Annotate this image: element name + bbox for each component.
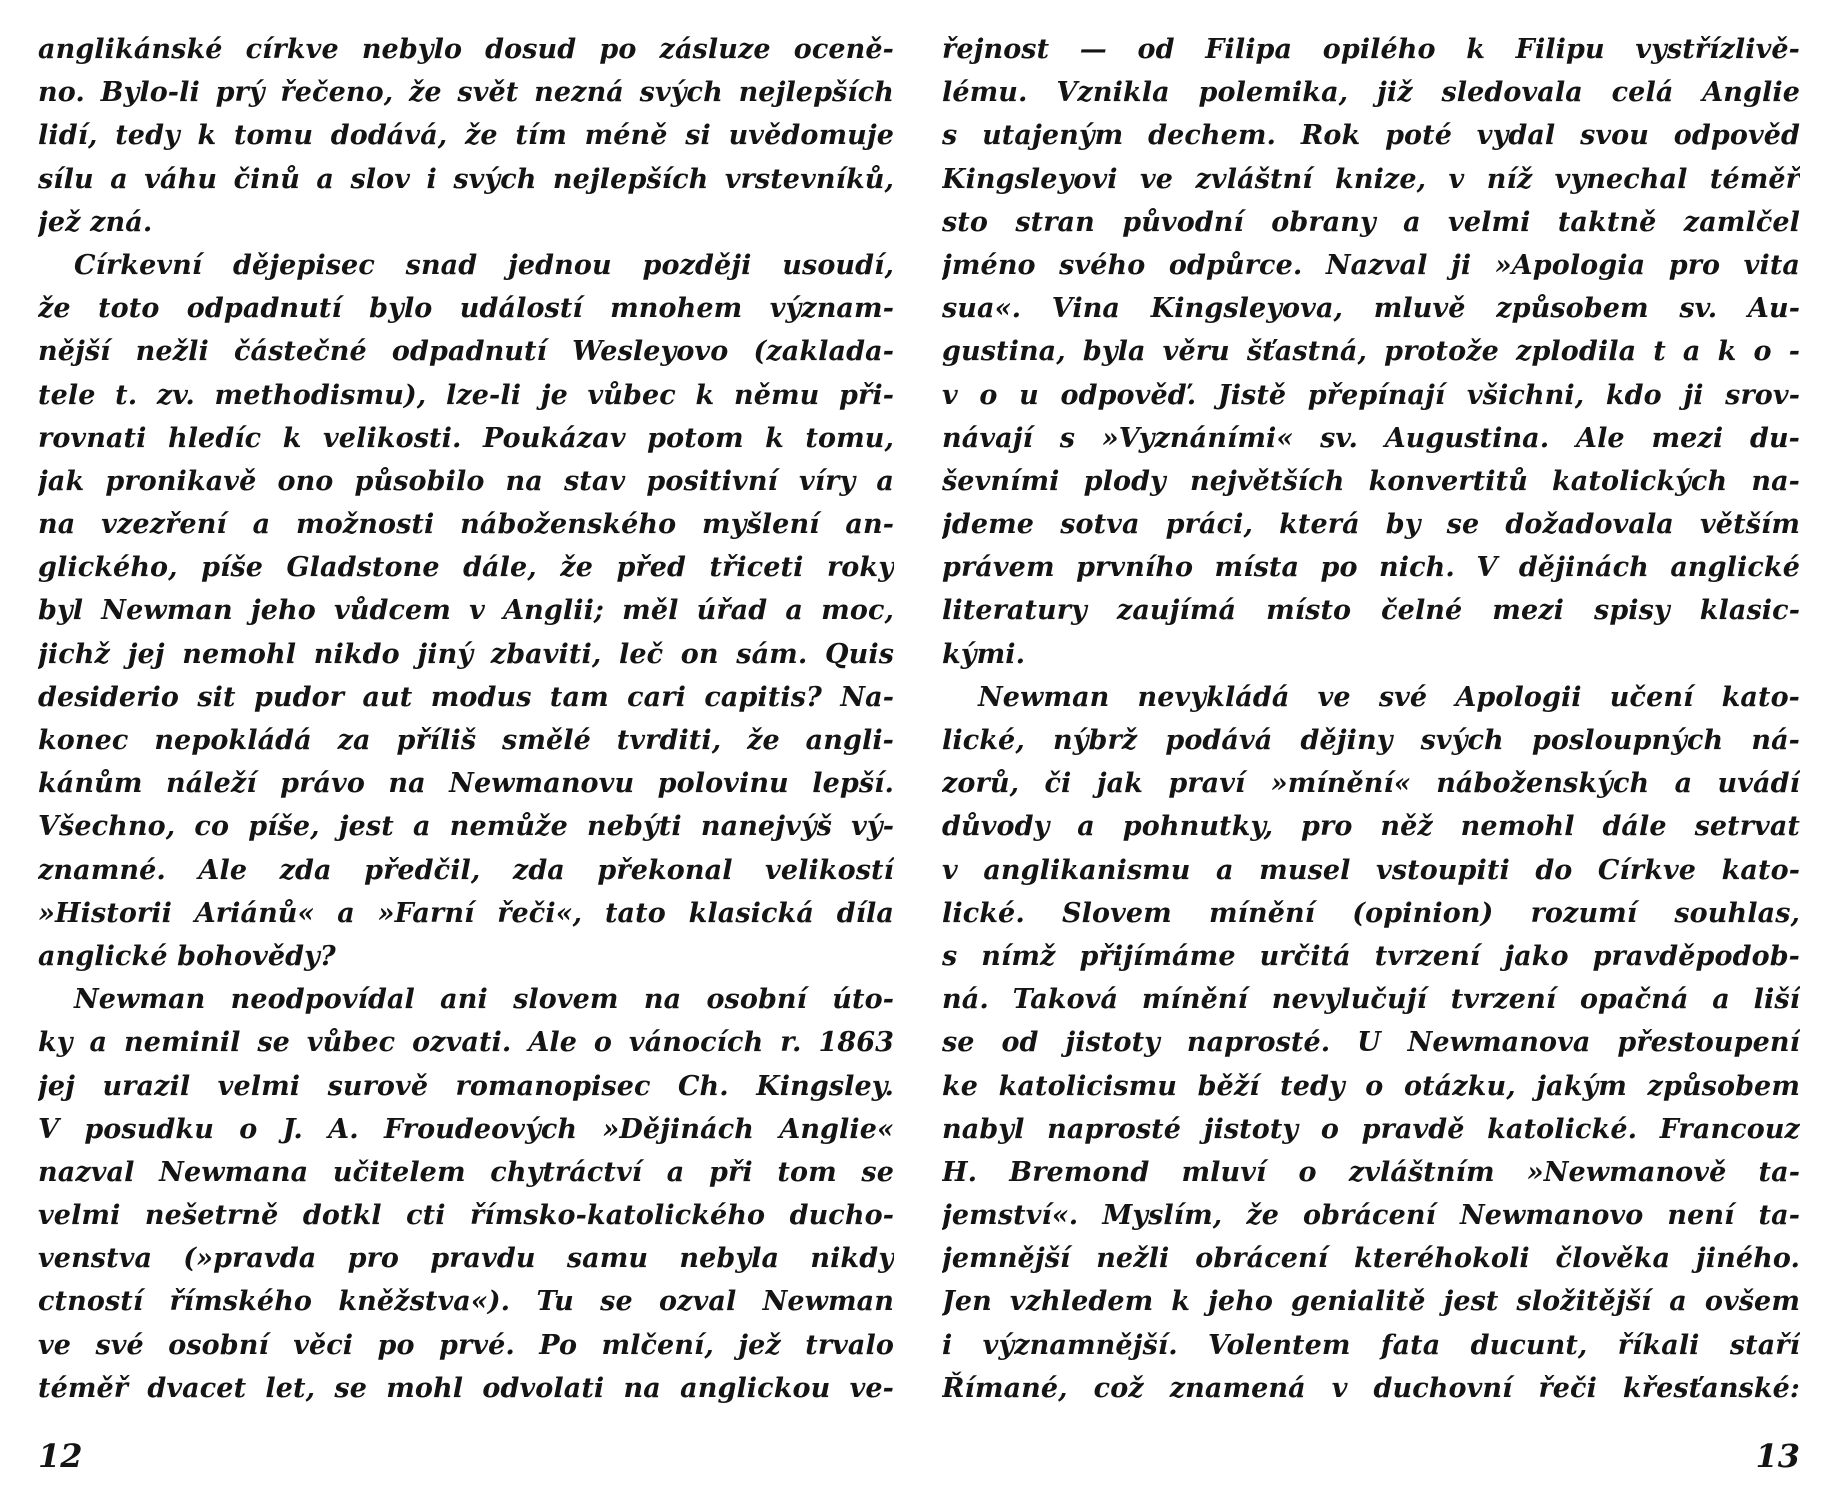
paragraph-first-line: Církevní dějepisec snad jednou později usoudí, bbox=[74, 249, 894, 281]
text-line: sto stran původní obrany a velmi taktně zamlčel bbox=[942, 206, 1800, 238]
text-line: ctností římského kněžstva«). Tu se ozval Newman bbox=[38, 1286, 894, 1318]
text-line: na vzezření a možnosti náboženského myšlení an- bbox=[38, 509, 894, 541]
text-line: nabyl naprosté jistoty o pravdě katolické. Francouz bbox=[942, 1113, 1800, 1145]
text-line: no. Bylo-li prý řečeno, že svět nezná svých nejlepších bbox=[38, 77, 894, 109]
text-line: literatury zaujímá místo čelné mezi spisy klasic- bbox=[942, 595, 1800, 627]
text-line: ve své osobní věci po prvé. Po mlčení, jež trvalo bbox=[38, 1329, 894, 1361]
text-line: venstva (»pravda pro pravdu samu nebyla nikdy bbox=[38, 1243, 894, 1275]
text-line: i významnější. Volentem fata ducunt, říkali staří bbox=[942, 1329, 1800, 1361]
text-line: řejnost — od Filipa opilého k Filipu vystřízlivě- bbox=[942, 34, 1800, 65]
text-line: sua«. Vina Kingsleyova, mluvě způsobem sv. Au- bbox=[942, 293, 1800, 325]
text-line: v o u odpověď. Jistě přepínají všichni, kdo ji srov- bbox=[942, 379, 1800, 411]
text-line: s nímž přijímáme určitá tvrzení jako pravděpodob- bbox=[942, 940, 1800, 972]
text-line: lické, nýbrž podává dějiny svých posloupných ná- bbox=[942, 725, 1800, 756]
text-line: byl Newman jeho vůdcem v Anglii; měl úřad a moc, bbox=[38, 595, 894, 627]
left-page-text bbox=[38, 28, 894, 1410]
text-line: V posudku o J. A. Froudeových »Dějinách Anglie« bbox=[38, 1113, 894, 1145]
page-number: 12 bbox=[38, 1437, 83, 1475]
text-line: anglické bohovědy? bbox=[38, 940, 336, 972]
text-line: Kingsleyovi ve zvláštní knize, v níž vynechal téměř bbox=[942, 163, 1800, 195]
text-line: v anglikanismu a musel vstoupiti do Církve kato- bbox=[942, 854, 1800, 886]
text-line: jak pronikavě ono působilo na stav positivní víry a bbox=[38, 465, 894, 497]
text-line: důvody a pohnutky, pro něž nemohl dále setrvat bbox=[942, 811, 1800, 843]
text-line: kánům náleží právo na Newmanovu polovinu lepší. bbox=[38, 768, 894, 800]
text-line: lidí, tedy k tomu dodává, že tím méně si uvědomuje bbox=[38, 120, 894, 152]
right-page bbox=[942, 28, 1800, 1475]
text-line: tele t. zv. methodismu), lze-li je vůbec k němu při- bbox=[38, 379, 894, 411]
text-line: jemnější nežli obrácení kteréhokoli člověka jiného. bbox=[942, 1243, 1800, 1275]
right-page-text bbox=[942, 28, 1800, 1410]
text-line: nější nežli částečné odpadnutí Wesleyovo (zaklada- bbox=[38, 336, 894, 368]
text-line: zorů, či jak praví »mínění« náboženských a uvádí bbox=[942, 768, 1800, 800]
page-number: 13 bbox=[1755, 1437, 1800, 1475]
text-line: se od jistoty naprosté. U Newmanova přestoupení bbox=[942, 1027, 1800, 1059]
text-line: ky a neminil se vůbec ozvati. Ale o vánocích r. 1863 bbox=[38, 1027, 894, 1059]
text-line: lému. Vznikla polemika, již sledovala celá Anglie bbox=[942, 77, 1800, 109]
text-line: gustina, byla věru šťastná, protože zplodila t a k o - bbox=[942, 336, 1800, 368]
text-line: návají s »Vyznáními« sv. Augustina. Ale mezi du- bbox=[942, 422, 1800, 454]
text-line: jichž jej nemohl nikdo jiný zbaviti, leč on sám. Quis bbox=[38, 638, 894, 670]
text-line: lické. Slovem mínění (opinion) rozumí souhlas, bbox=[942, 897, 1800, 929]
text-line: desiderio sit pudor aut modus tam cari capitis? Na- bbox=[38, 681, 894, 713]
text-line: glického, píše Gladstone dále, že před třiceti roky bbox=[38, 552, 894, 584]
text-line: jméno svého odpůrce. Nazval ji »Apologia pro vita bbox=[942, 249, 1800, 281]
text-line: Jen vzhledem k jeho genialitě jest složitější a ovšem bbox=[942, 1286, 1800, 1318]
paragraph-first-line: Newman nevykládá ve své Apologii učení kato- bbox=[978, 681, 1800, 713]
text-line: jej urazil velmi surově romanopisec Ch. Kingsley. bbox=[38, 1070, 894, 1102]
text-line: Římané, což znamená v duchovní řeči křesťanské: bbox=[942, 1372, 1800, 1404]
text-line: jemství«. Myslím, že obrácení Newmanovo není ta- bbox=[942, 1200, 1800, 1232]
text-line: ná. Taková mínění nevylučují tvrzení opačná a liší bbox=[942, 984, 1800, 1016]
left-page bbox=[38, 28, 894, 1475]
text-line: nazval Newmana učitelem chytráctví a při tom se bbox=[38, 1156, 894, 1188]
text-line: kými. bbox=[942, 638, 1026, 670]
text-line: sílu a váhu činů a slov i svých nejlepších vrstevníků, bbox=[38, 163, 894, 195]
text-line: jdeme sotva práci, která by se dožadovala větším bbox=[942, 509, 1800, 541]
text-line: ševními plody největších konvertitů katolických na- bbox=[942, 465, 1800, 497]
text-line: ke katolicismu běží tedy o otázku, jakým způsobem bbox=[942, 1070, 1800, 1102]
text-line: jež zná. bbox=[38, 206, 153, 238]
text-line: téměř dvacet let, se mohl odvolati na anglickou ve- bbox=[38, 1372, 894, 1404]
text-line: »Historii Ariánů« a »Farní řeči«, tato klasická díla bbox=[38, 897, 894, 929]
text-line: velmi nešetrně dotkl cti římsko-katolického ducho- bbox=[38, 1200, 894, 1232]
text-line: znamné. Ale zda předčil, zda překonal velikostí bbox=[38, 854, 894, 886]
text-line: anglikánské církve nebylo dosud po zásluze oceně- bbox=[38, 34, 894, 65]
text-line: že toto odpadnutí bylo událostí mnohem význam- bbox=[38, 293, 894, 325]
text-line: s utajeným dechem. Rok poté vydal svou odpověď bbox=[942, 120, 1800, 152]
text-line: právem prvního místa po nich. V dějinách anglické bbox=[942, 552, 1800, 584]
text-line: konec nepokládá za příliš smělé tvrditi, že angli- bbox=[38, 725, 894, 756]
paragraph-first-line: Newman neodpovídal ani slovem na osobní úto- bbox=[74, 984, 894, 1016]
text-line: Všechno, co píše, jest a nemůže nebýti nanejvýš vý- bbox=[38, 811, 894, 843]
text-line: H. Bremond mluví o zvláštním »Newmanově ta- bbox=[942, 1156, 1800, 1188]
text-line: rovnati hledíc k velikosti. Poukázav potom k tomu, bbox=[38, 422, 894, 454]
